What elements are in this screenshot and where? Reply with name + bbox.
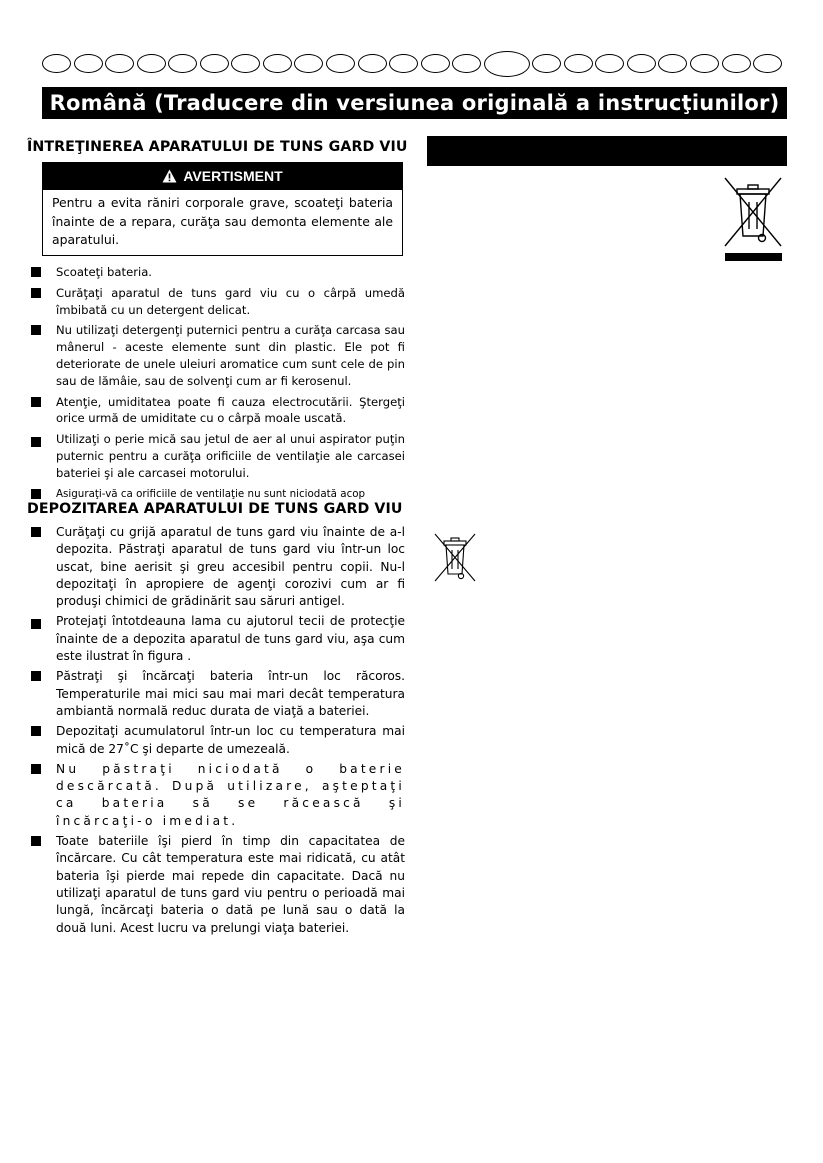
- list-item-text: Scoateţi bateria.: [56, 265, 152, 279]
- maintenance-list: [31, 264, 405, 506]
- environment-heading-bar: [427, 136, 787, 166]
- language-tab: [168, 54, 197, 73]
- bullet-square-icon: [31, 619, 41, 629]
- list-item: [31, 613, 405, 665]
- warning-text: Pentru a evita răniri corporale grave, scoateţi bateria înainte de a repara, curăţa sau demonta elemente ale aparatului.: [52, 195, 393, 247]
- language-tab-active: [484, 51, 530, 77]
- list-item: [31, 833, 405, 937]
- language-tab: [326, 54, 355, 73]
- bullet-square-icon: [31, 527, 41, 537]
- list-item: [31, 668, 405, 720]
- storage-heading: DEPOZITAREA APARATULUI DE TUNS GARD VIU: [27, 501, 403, 517]
- bullet-square-icon: [31, 836, 41, 846]
- warning-header: [43, 163, 402, 190]
- list-item: [31, 761, 405, 830]
- list-item: [31, 524, 405, 610]
- language-tab: [627, 54, 656, 73]
- warning-title: AVERTISMENT: [183, 168, 283, 184]
- bullet-square-icon: [31, 397, 41, 407]
- language-tab: [389, 54, 418, 73]
- language-tab: [722, 54, 751, 73]
- list-item: [31, 285, 405, 319]
- language-tabs: [42, 51, 787, 77]
- list-item: [31, 486, 405, 503]
- bullet-square-icon: [31, 288, 41, 298]
- list-item-text: Nu utilizaţi detergenţi puternici pentru a curăţa carcasa sau mânerul - aceste elemente sunt din plastic. Ele pot fi deteriorate de unele uleiuri aromatice cum sunt cele de pin sau de lămâie, sau de solvenţi cum ar fi kerosenul.: [56, 323, 405, 388]
- language-tab: [42, 54, 71, 73]
- language-tab: [564, 54, 593, 73]
- list-item-text: Protejaţi întotdeauna lama cu ajutorul tecii de protecţie înainte de a depozita aparatul de tuns gard viu, aşa cum este ilustrat în figura .: [56, 614, 405, 664]
- warning-triangle-icon: [162, 169, 177, 183]
- list-item-text: Nu păstraţi niciodată o baterie descărcată. După utilizare, aşteptaţi ca bateria să se răcească şi încărcaţi-o imediat.: [56, 761, 405, 828]
- language-tab: [74, 54, 103, 73]
- list-item-text: Păstraţi şi încărcaţi bateria într-un loc răcoros. Temperaturile mai mici sau mai mari decât temperatura ambiantă normală reduc durata de viaţă a bateriei.: [56, 669, 405, 718]
- bullet-square-icon: [31, 325, 41, 335]
- bullet-square-icon: [31, 764, 41, 774]
- bullet-square-icon: [31, 671, 41, 681]
- language-tab: [231, 54, 260, 73]
- language-tab: [137, 54, 166, 73]
- list-item-text: Curăţaţi cu grijă aparatul de tuns gard viu înainte de a-l depozita. Păstraţi aparatul de tuns gard viu într-un loc uscat, bine aerisit şi greu accesibil pentru copii. Nu-l depozitaţi în apropiere de agenţi corozivi cum ar fi produşi chimici de grădinărit sau săruri antigel.: [56, 525, 405, 609]
- list-item: [31, 394, 405, 428]
- bullet-square-icon: [31, 489, 41, 499]
- language-tab: [532, 54, 561, 73]
- crossed-out-wheelie-bin-icon: [433, 531, 477, 584]
- list-item: [31, 723, 405, 758]
- language-tab: [263, 54, 292, 73]
- bullet-square-icon: [31, 267, 41, 277]
- list-item-text: Depozitaţi acumulatorul într-un loc cu temperatura mai mică de 27˚C şi departe de umezeală.: [56, 724, 405, 756]
- list-item: [31, 264, 405, 281]
- language-tab: [105, 54, 134, 73]
- bullet-square-icon: [31, 437, 41, 447]
- list-item-text: Atenţie, umiditatea poate fi cauza electrocutării. Ştergeţi orice urmă de umiditate cu o cârpă moale uscată.: [56, 394, 405, 426]
- page-title-banner: Română (Traducere din versiunea originală a instrucţiunilor): [42, 87, 787, 119]
- crossed-out-wheelie-bin-icon: [722, 174, 784, 262]
- bullet-square-icon: [31, 726, 41, 736]
- language-tab: [595, 54, 624, 73]
- list-item-text: Asiguraţi-vă ca orificiile de ventilaţie nu sunt niciodată acop: [56, 487, 366, 500]
- list-item: [31, 322, 405, 389]
- list-item-text: Utilizaţi o perie mică sau jetul de aer al unui aspirator puţin puternic pentru a curăţa orificiile de ventilaţie ale carcasei bateriei şi ale carcasei motorului.: [56, 432, 405, 480]
- list-item-text: Toate bateriile îşi pierd în timp din capacitatea de încărcare. Cu cât temperatura este mai ridicată, cu atât bateria îşi pierde mai repede din capacitate. Dacă nu utilizaţi aparatul de tuns gard viu pentru o perioadă mai lungă, încărcaţi bateria o dată pe lună sau o dată la două luni. Acest lucru va prelungi viaţa bateriei.: [56, 834, 405, 935]
- language-tab: [658, 54, 687, 73]
- language-tab: [452, 54, 481, 73]
- language-tab: [421, 54, 450, 73]
- language-tab: [690, 54, 719, 73]
- language-tab: [358, 54, 387, 73]
- language-tab: [294, 54, 323, 73]
- language-tab: [200, 54, 229, 73]
- maintenance-heading: ÎNTREŢINEREA APARATULUI DE TUNS GARD VIU: [27, 139, 408, 155]
- language-tab: [753, 54, 782, 73]
- list-item-text: Curăţaţi aparatul de tuns gard viu cu o cârpă umedă îmbibată cu un detergent delicat.: [56, 285, 405, 317]
- warning-box: [42, 162, 403, 256]
- storage-list: [31, 524, 405, 940]
- list-item: [31, 431, 405, 481]
